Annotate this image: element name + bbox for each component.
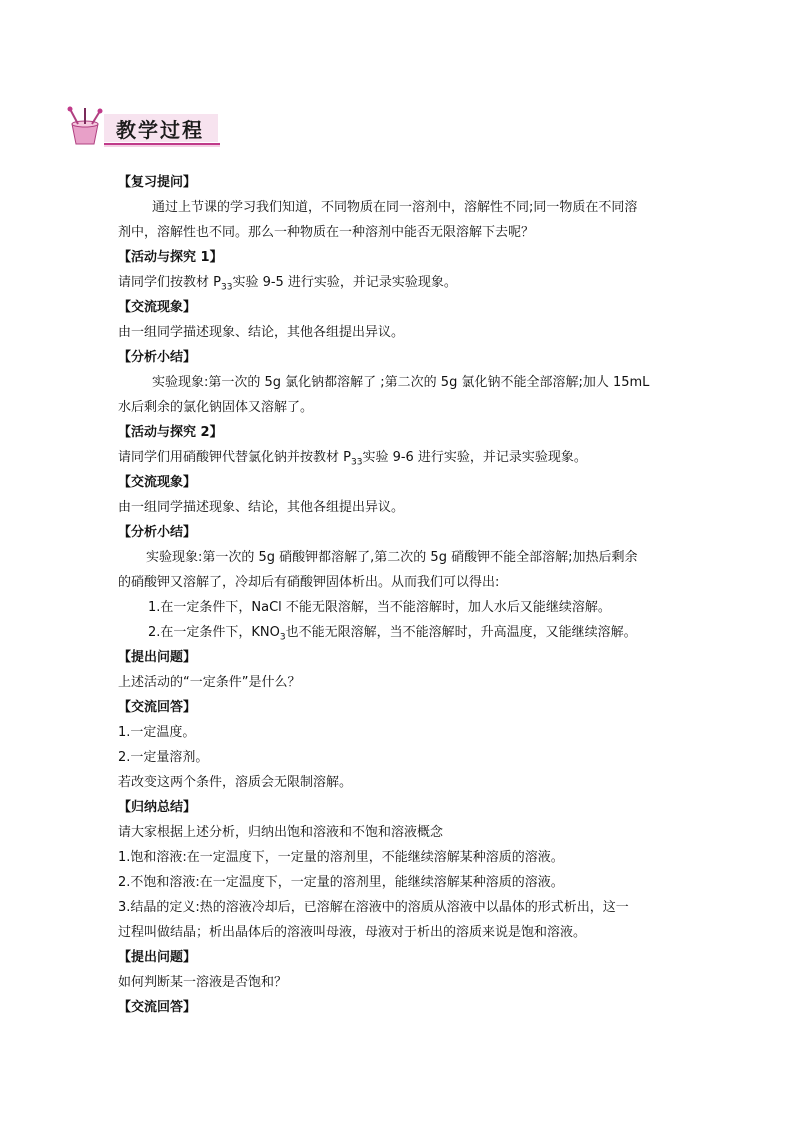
summary2-item-2 — [118, 620, 678, 645]
review-paragraph-line-1: 通过上节课的学习我们知道，不同物质在同一溶剂中，溶解性不同;同一物质在不同溶 — [152, 200, 638, 215]
summary2-line-2: 的硝酸钾又溶解了，冷却后有硝酸钾固体析出。从而我们可以得出: — [118, 575, 500, 590]
summary2-item-2-post: 也不能无限溶解，当不能溶解时，升高温度，又能继续溶解。 — [285, 625, 637, 640]
summary2-line-1: 实验现象:第一次的 5g 硝酸钾都溶解了,第二次的 5g 硝酸钾不能全部溶解;加热后剩余 — [146, 550, 638, 565]
banner-title: 教学过程 — [116, 118, 204, 142]
exchange1-text: 由一组同学描述现象、结论，其他各组提出异议。 — [118, 325, 405, 340]
activity1-text-pre: 请同学们按教材 P — [118, 275, 221, 290]
exchange2-heading: 【交流现象】 — [118, 475, 197, 490]
summary2-item-2-sub: 3 — [279, 632, 286, 643]
activity2-heading: 【活动与探究 2】 — [118, 425, 223, 440]
activity1-page-sub: 33 — [220, 282, 233, 293]
conclusion-heading: 【归纳总结】 — [118, 800, 197, 815]
review-heading: 【复习提问】 — [118, 175, 197, 190]
question1-heading: 【提出问题】 — [118, 650, 197, 665]
summary2-heading: 【分析小结】 — [118, 525, 197, 540]
question2-text: 如何判断某一溶液是否饱和？ — [118, 975, 288, 990]
pen-cup-icon — [68, 107, 103, 145]
answer1-item-2: 2.一定量溶剂。 — [118, 750, 209, 765]
lesson-content — [118, 170, 678, 1020]
conclusion-item-1: 1.饱和溶液:在一定温度下，一定量的溶剂里，不能继续溶解某种溶质的溶液。 — [118, 850, 564, 865]
activity2-text-pre: 请同学们用硝酸钾代替氯化钠并按教材 P — [118, 450, 351, 465]
question1-text: 上述活动的“一定条件”是什么？ — [118, 675, 301, 690]
conclusion-intro: 请大家根据上述分析，归纳出饱和溶液和不饱和溶液概念 — [118, 825, 444, 840]
exchange2-text: 由一组同学描述现象、结论，其他各组提出异议。 — [118, 500, 405, 515]
summary1-line-2: 水后剩余的氯化钠固体又溶解了。 — [118, 400, 314, 415]
activity2-text-post: 实验 9-6 进行实验，并记录实验现象。 — [362, 450, 587, 465]
activity1-text — [118, 270, 678, 295]
answer1-item-1: 1.一定温度。 — [118, 725, 196, 740]
conclusion-item-2: 2.不饱和溶液:在一定温度下，一定量的溶剂里，能继续溶解某种溶质的溶液。 — [118, 875, 564, 890]
summary1-line-1: 实验现象:第一次的 5g 氯化钠都溶解了 ;第二次的 5g 氯化钠不能全部溶解;加人 15mL — [152, 375, 650, 390]
activity2-text — [118, 445, 678, 470]
summary2-item-1: 1.在一定条件下，NaCl 不能无限溶解，当不能溶解时，加人水后又能继续溶解。 — [148, 600, 611, 615]
activity2-page-sub: 33 — [350, 457, 363, 468]
exchange1-heading: 【交流现象】 — [118, 300, 197, 315]
summary2-item-2-pre: 2.在一定条件下，KNO — [148, 625, 280, 640]
summary1-heading: 【分析小结】 — [118, 350, 197, 365]
section-banner — [64, 106, 220, 148]
review-paragraph-line-2: 剂中，溶解性也不同。那么一种物质在一种溶剂中能否无限溶解下去呢？ — [118, 225, 535, 240]
answer1-text: 若改变这两个条件，溶质会无限制溶解。 — [118, 775, 353, 790]
activity1-text-post: 实验 9-5 进行实验，并记录实验现象。 — [232, 275, 457, 290]
conclusion-item-3-line-2: 过程叫做结晶；析出晶体后的溶液叫母液，母液对于析出的溶质来说是饱和溶液。 — [118, 925, 587, 940]
answer1-heading: 【交流回答】 — [118, 700, 197, 715]
activity1-heading: 【活动与探究 1】 — [118, 250, 223, 265]
answer2-heading: 【交流回答】 — [118, 1000, 197, 1015]
question2-heading: 【提出问题】 — [118, 950, 197, 965]
conclusion-item-3-line-1: 3.结晶的定义:热的溶液冷却后，已溶解在溶液中的溶质从溶液中以晶体的形式析出，这一 — [118, 900, 629, 915]
